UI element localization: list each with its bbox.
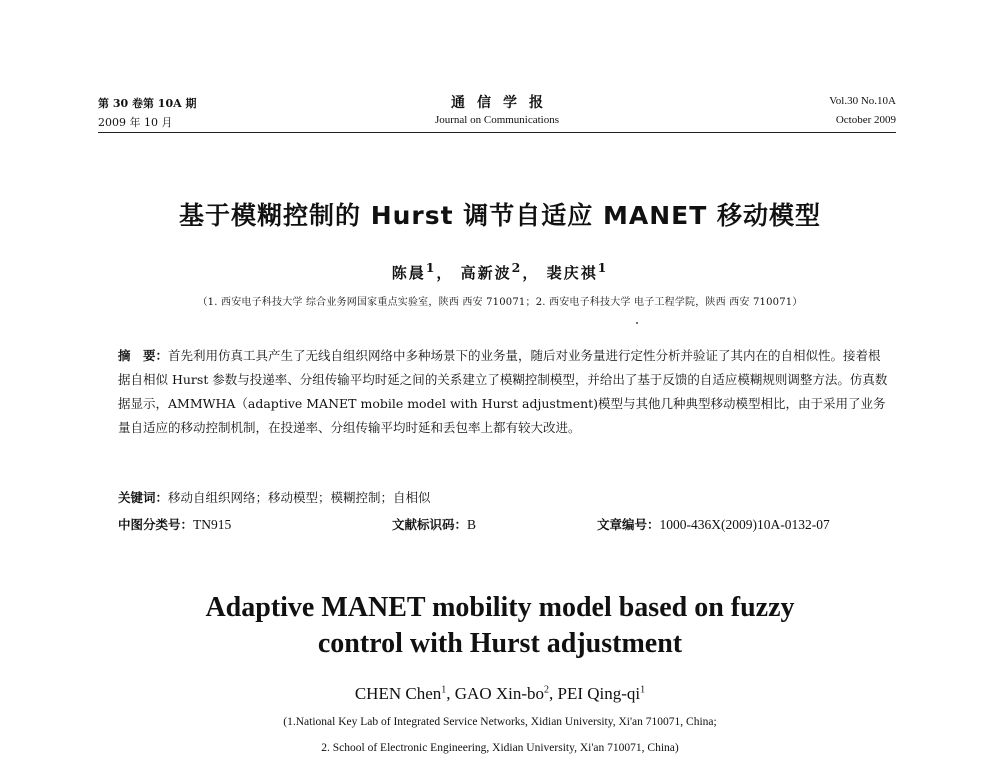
authors-en: CHEN Chen$^1$, GAO Xin-$bo^2$, PEI Qing-$qi^1$ <box>354 684 646 703</box>
author-affil-mark: 1 <box>597 260 609 275</box>
affiliation-cn: （1. 西安电子科技大学 综合业务网国家重点实验室，陕西 西安 710071；2. 西安电子科技大学 电子工程学院，陕西 西安 710071） <box>197 297 803 308</box>
affiliation-en-line1: (1.National Key Lab of Integrated Service Networks, Xidian University, Xi'an 710071, China; <box>283 716 717 728</box>
clc-value: TN915 <box>193 517 232 532</box>
doc-code-value: B <box>467 517 477 532</box>
doc-code-label: 文献标识码： <box>392 517 468 532</box>
doc-code <box>392 515 476 533</box>
author-name: 高新波 <box>460 264 512 282</box>
author-affil-mark-en: 1 <box>441 684 447 696</box>
abstract-text: 首先利用仿真工具产生了无线自组织网络中多种场景下的业务量，随后对业务量进行定性分析并验证了其内在的自相似性。接着根据自相似 Hurst 参数与投递率、分组传输平均时延之间的关系建立了模糊控制模型，并给出了基于反馈的自适应模糊规则调整方法。仿真数据显示，AMMWHA（adaptive MANET mobile model with Hurst adjustment)模型与其他几种典型移动模型相比，由于采用了业务量自适应的移动控制机制，在投递率、分组传输平均时延和丢包率上都有较大改进。 <box>118 348 888 435</box>
author-name-en: PEI Qing-qi <box>557 684 641 703</box>
author-affil-mark: 2 <box>511 260 523 275</box>
author-affil-mark-en: 2 <box>544 684 550 696</box>
date-cn: 2009 年 10 月 <box>98 116 173 129</box>
article-no-value: 1000-436X(2009)10A-0132-07 <box>659 517 830 532</box>
clc-number <box>118 515 231 533</box>
journal-name-en: Journal on Communications <box>434 114 560 126</box>
article-number <box>597 515 830 533</box>
journal-header <box>98 92 896 133</box>
author-name: 陈晨 <box>391 264 426 282</box>
title-cn: 基于模糊控制的 Hurst 调节自适应 MANET 移动模型 <box>179 201 821 230</box>
abstract-label: 摘 要： <box>118 348 169 363</box>
volume-issue-cn: 第 30 卷第 10A 期 <box>98 97 197 110</box>
author-affil-mark: 1 <box>425 260 437 275</box>
keywords-cn <box>118 488 888 508</box>
title-en-line1: Adaptive MANET mobility model based on fuzzy <box>205 592 795 623</box>
abstract-cn <box>118 344 888 440</box>
author-affil-mark-en: 1 <box>640 684 646 696</box>
author-name-en: GAO Xin-bo <box>454 684 545 703</box>
author-name: 裴庆祺 <box>546 264 598 282</box>
title-en <box>0 590 1000 662</box>
clc-label: 中图分类号： <box>118 517 194 532</box>
keywords-text: 移动自组织网络；移动模型；模糊控制；自相似 <box>168 490 431 505</box>
journal-name-cn: 通信学报 <box>451 95 555 111</box>
authors-cn: 陈晨$^1$， 高新波$^2$， 裴庆祺$^1$ <box>391 260 609 282</box>
date-en: October 2009 <box>835 114 896 126</box>
author-name-en: CHEN Chen <box>354 684 442 703</box>
affiliation-en-line2: 2. School of Electronic Engineering, Xidian University, Xi'an 710071, China) <box>321 742 679 754</box>
title-en-line2: control with Hurst adjustment <box>317 628 683 659</box>
speck-mark <box>636 322 638 324</box>
keywords-label: 关键词： <box>118 490 169 505</box>
article-no-label: 文章编号： <box>597 517 660 532</box>
volume-issue-en: Vol.30 No.10A <box>829 95 896 107</box>
